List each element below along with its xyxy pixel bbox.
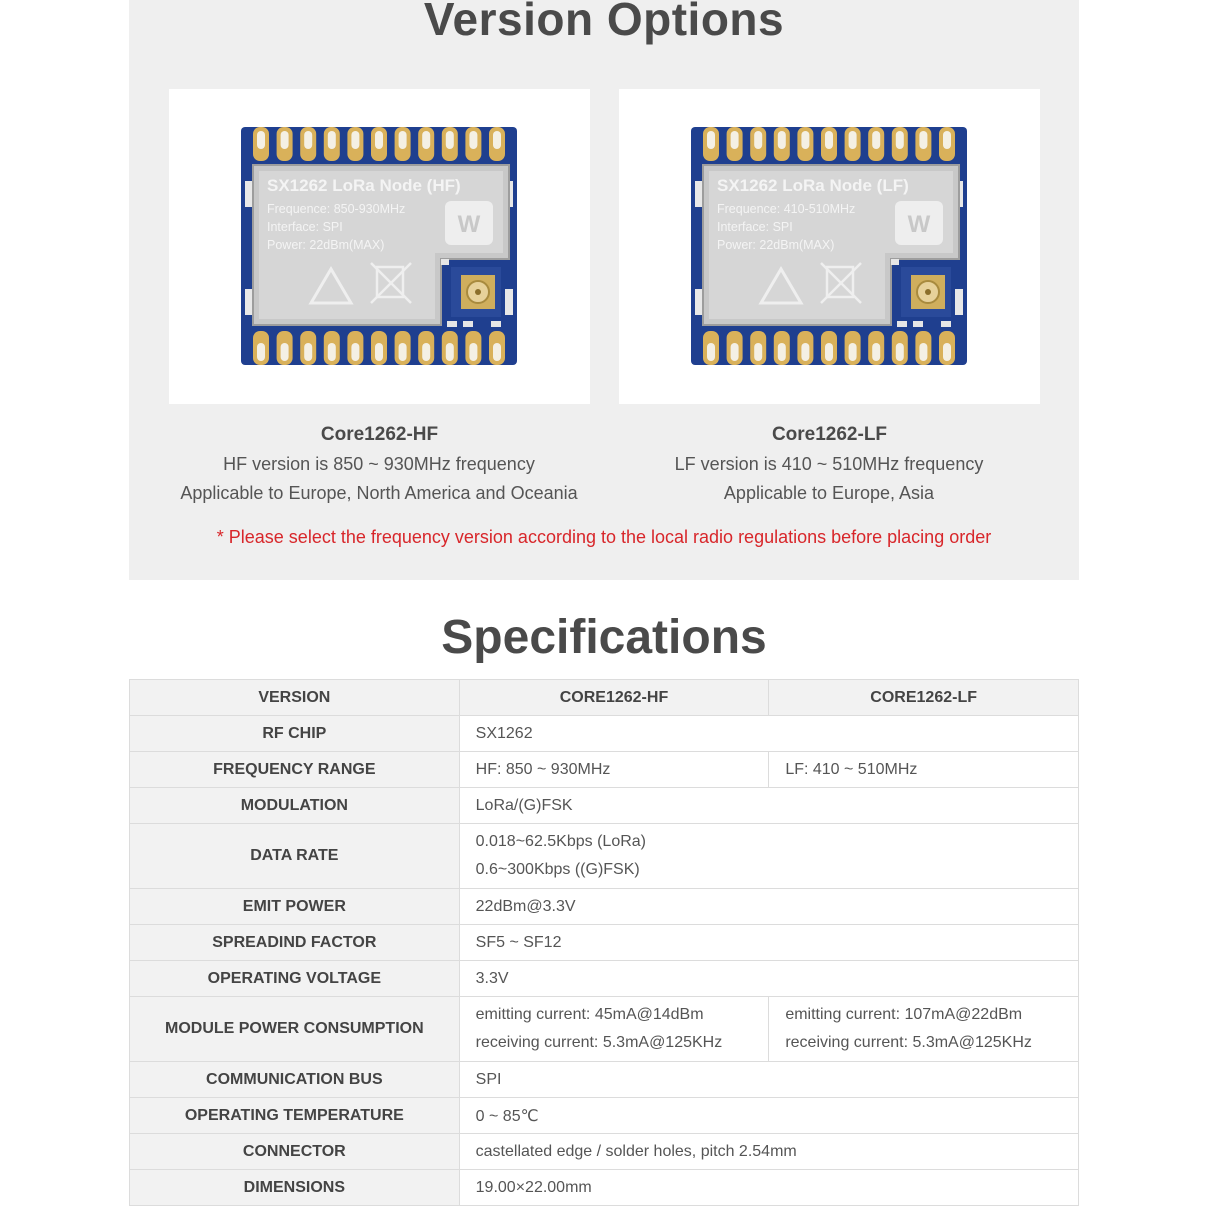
row-label-frequency-range: FREQUENCY RANGE xyxy=(130,752,460,788)
lf-version-name: Core1262-LF xyxy=(771,424,888,445)
svg-text:Frequence: 850-930MHz: Frequence: 850-930MHz xyxy=(267,202,406,216)
row-label-emit-power: EMIT POWER xyxy=(130,889,460,925)
rf-chip-value: SX1262 xyxy=(459,716,1078,752)
svg-text:SX1262 LoRa Node (LF): SX1262 LoRa Node (LF) xyxy=(717,176,909,195)
specifications-table xyxy=(129,679,1079,1206)
communication-bus-value: SPI xyxy=(459,1062,1078,1098)
table-row xyxy=(130,716,1079,752)
row-label-connector: CONNECTOR xyxy=(130,1134,460,1170)
row-label-modulation: MODULATION xyxy=(130,788,460,824)
emit-power-value: 22dBm@3.3V xyxy=(459,889,1078,925)
regulation-note: * Please select the frequency version according to the local radio regulations before placing order xyxy=(216,527,992,547)
table-row xyxy=(130,889,1079,925)
table-row xyxy=(130,1170,1079,1206)
table-row xyxy=(130,961,1079,997)
data-rate-value xyxy=(459,824,1078,889)
table-row xyxy=(130,925,1079,961)
svg-text:SX1262 LoRa Node (HF): SX1262 LoRa Node (HF) xyxy=(267,176,461,195)
hf-version-name: Core1262-HF xyxy=(320,424,439,445)
row-label-spreading-factor: SPREADIND FACTOR xyxy=(130,925,460,961)
specifications-title: Specifications xyxy=(441,611,767,664)
row-label-operating-temperature: OPERATING TEMPERATURE xyxy=(130,1098,460,1134)
spreading-factor-value: SF5 ~ SF12 xyxy=(459,925,1078,961)
lf-frequency-text: LF version is 410 ~ 510MHz frequency xyxy=(674,454,984,474)
lora-module-chip xyxy=(241,127,517,365)
version-header: VERSION xyxy=(130,680,460,716)
svg-text:Power: 22dBm(MAX): Power: 22dBm(MAX) xyxy=(717,238,835,252)
table-row xyxy=(130,997,1079,1062)
row-label-dimensions: DIMENSIONS xyxy=(130,1170,460,1206)
connector-value: castellated edge / solder holes, pitch 2.54mm xyxy=(459,1134,1078,1170)
lf-emitting-current: emitting current: 107mA@22dBm xyxy=(785,1006,1023,1023)
operating-temperature-value: 0 ~ 85℃ xyxy=(459,1098,1078,1134)
lf-receiving-current: receiving current: 5.3mA@125KHz xyxy=(785,1034,1032,1051)
table-row xyxy=(130,788,1079,824)
table-row xyxy=(130,1098,1079,1134)
hf-receiving-current: receiving current: 5.3mA@125KHz xyxy=(475,1034,723,1051)
data-rate-gfsk: 0.6~300Kbps ((G)FSK) xyxy=(475,861,640,878)
svg-text:W: W xyxy=(457,211,481,238)
lf-region-text: Applicable to Europe, Asia xyxy=(723,483,935,503)
hf-column-header: CORE1262-HF xyxy=(459,680,769,716)
table-header-row xyxy=(130,680,1079,716)
modulation-value: LoRa/(G)FSK xyxy=(459,788,1078,824)
row-label-data-rate: DATA RATE xyxy=(130,824,460,889)
hf-emitting-current: emitting current: 45mA@14dBm xyxy=(475,1006,704,1023)
lf-module-image xyxy=(619,89,1040,404)
lf-column-header: CORE1262-LF xyxy=(769,680,1079,716)
dimensions-value: 19.00×22.00mm xyxy=(459,1170,1078,1206)
row-label-operating-voltage: OPERATING VOLTAGE xyxy=(130,961,460,997)
svg-text:W: W xyxy=(907,211,931,238)
svg-text:Interface: SPI: Interface: SPI xyxy=(717,220,793,234)
lora-module-chip xyxy=(691,127,967,365)
row-label-communication-bus: COMMUNICATION BUS xyxy=(130,1062,460,1098)
hf-frequency-text: HF version is 850 ~ 930MHz frequency xyxy=(223,454,535,474)
version-options-section xyxy=(129,0,1079,580)
svg-text:Interface: SPI: Interface: SPI xyxy=(267,220,343,234)
hf-region-text: Applicable to Europe, North America and Oceania xyxy=(180,483,578,503)
hf-power-consumption-value xyxy=(459,997,769,1062)
table-row xyxy=(130,752,1079,788)
version-options-title: Version Options xyxy=(423,0,785,45)
operating-voltage-value: 3.3V xyxy=(459,961,1078,997)
table-row xyxy=(130,1134,1079,1170)
hf-module-image xyxy=(169,89,590,404)
hf-frequency-value: HF: 850 ~ 930MHz xyxy=(459,752,769,788)
table-row xyxy=(130,824,1079,889)
svg-text:Frequence: 410-510MHz: Frequence: 410-510MHz xyxy=(717,202,856,216)
table-row xyxy=(130,1062,1079,1098)
lf-frequency-value: LF: 410 ~ 510MHz xyxy=(769,752,1079,788)
row-label-rf-chip: RF CHIP xyxy=(130,716,460,752)
data-rate-lora: 0.018~62.5Kbps (LoRa) xyxy=(475,833,646,850)
lf-power-consumption-value xyxy=(769,997,1079,1062)
row-label-power-consumption: MODULE POWER CONSUMPTION xyxy=(130,997,460,1062)
svg-text:Power: 22dBm(MAX): Power: 22dBm(MAX) xyxy=(267,238,385,252)
